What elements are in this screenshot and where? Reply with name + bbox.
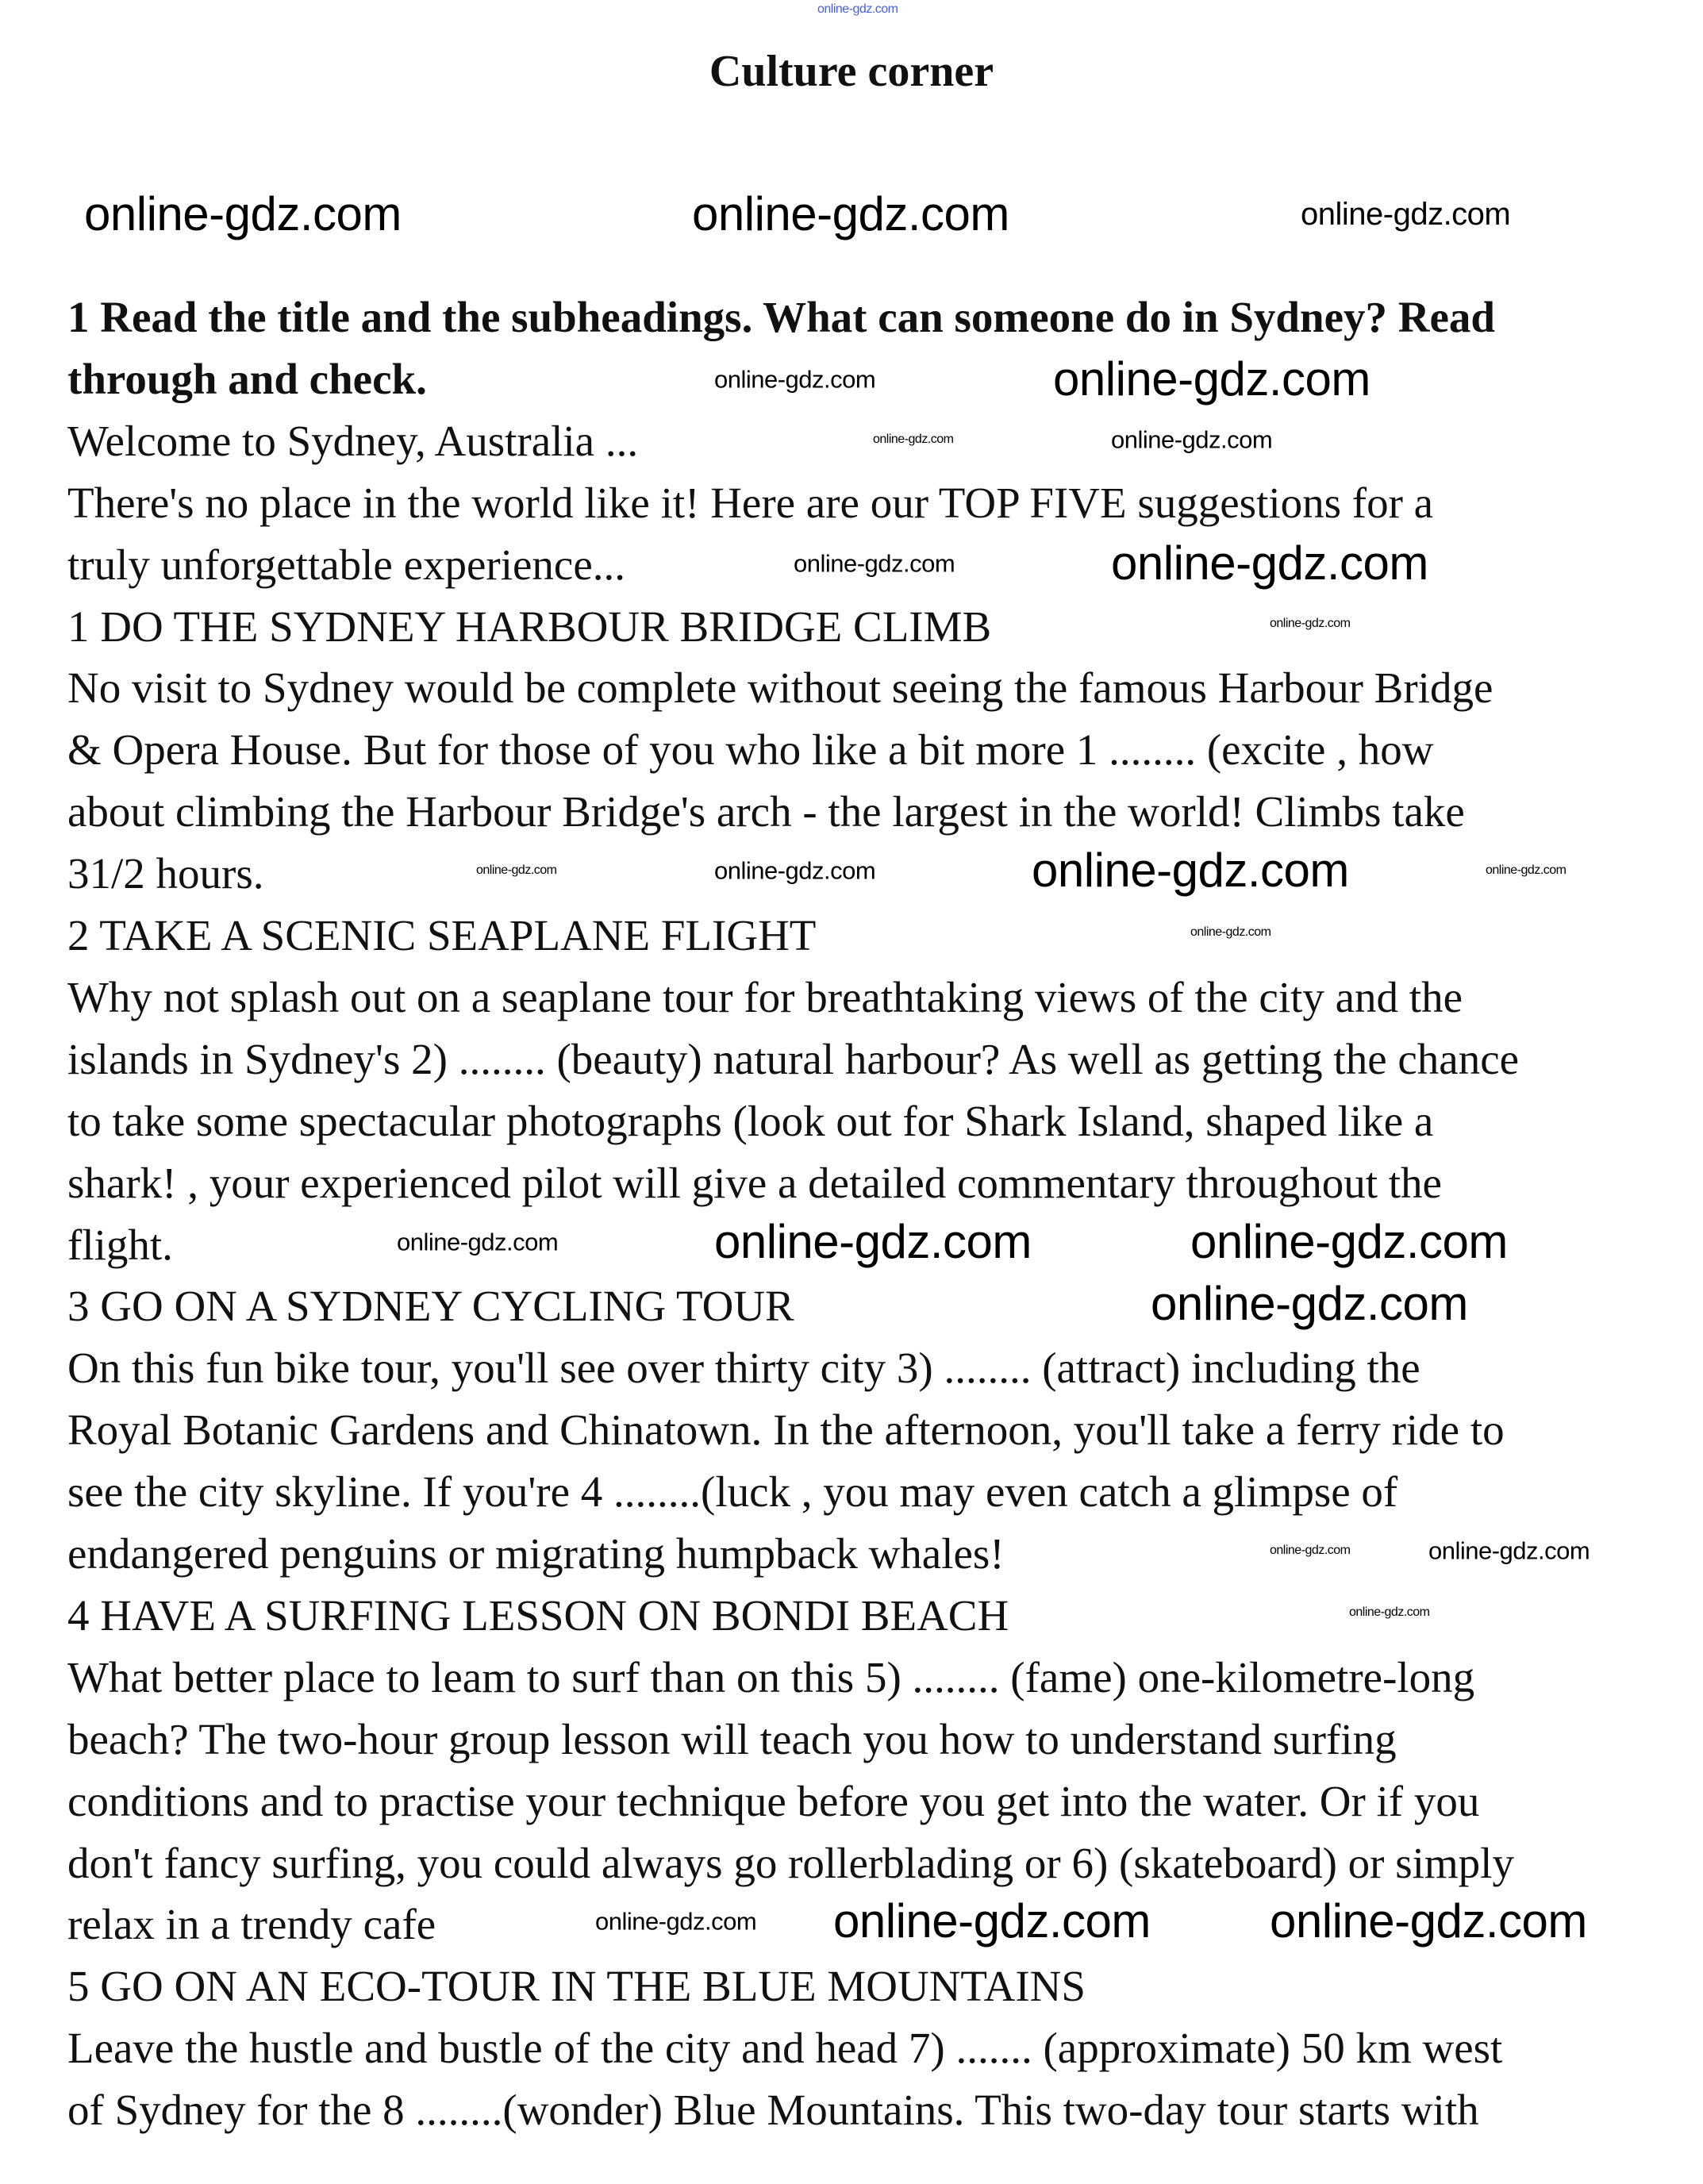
- text-line: islands in Sydney's 2) ........ (beauty) natural harbour? As well as getting the chance: [67, 1034, 1520, 1083]
- task-instruction-line: 1 Read the title and the subheadings. What can someone do in Sydney? Read: [67, 293, 1495, 341]
- text-line: Leave the hustle and bustle of the city and head 7) ....... (approximate) 50 km west: [67, 2024, 1503, 2073]
- text-line: conditions and to practise your technique before you get into the water. Or if you: [67, 1776, 1480, 1825]
- watermark: online-gdz.com: [1053, 352, 1370, 406]
- watermark: online-gdz.com: [833, 1894, 1151, 1948]
- watermark: online-gdz.com: [1111, 425, 1273, 454]
- text-line: beach? The two-hour group lesson will teach you how to understand surfing: [67, 1714, 1397, 1763]
- watermark: online-gdz.com: [692, 187, 1009, 240]
- text-line: relax in a trendy cafe: [67, 1900, 436, 1949]
- text-line: don't fancy surfing, you could always go rollerblading or 6) (skateboard) or simply: [67, 1838, 1514, 1887]
- text-line: 5 GO ON AN ECO-TOUR IN THE BLUE MOUNTAINS: [67, 1962, 1086, 2011]
- text-line: 4 HAVE A SURFING LESSON ON BONDI BEACH: [67, 1590, 1009, 1640]
- text-line: shark! , your experienced pilot will give a detailed commentary throughout the: [67, 1158, 1442, 1207]
- watermark: online-gdz.com: [1270, 1894, 1587, 1948]
- text-line: & Opera House. But for those of you who like a bit more 1 ........ (excite , how: [67, 725, 1434, 775]
- watermark: online-gdz.com: [1270, 617, 1351, 630]
- watermark: online-gdz.com: [397, 1228, 559, 1256]
- text-line: Why not splash out on a seaplane tour for breathtaking views of the city and the: [67, 972, 1463, 1021]
- text-line: Welcome to Sydney, Australia ...: [67, 416, 639, 465]
- watermark: online-gdz.com: [714, 365, 876, 394]
- watermark: online-gdz.com: [476, 863, 557, 877]
- text-line: No visit to Sydney would be complete without seeing the famous Harbour Bridge: [67, 663, 1493, 713]
- text-line: of Sydney for the 8 ........(wonder) Blue Mountains. This two-day tour starts with: [67, 2086, 1479, 2135]
- text-line: 31/2 hours.: [67, 849, 264, 898]
- text-line: There's no place in the world like it! Here are our TOP FIVE suggestions for a: [67, 478, 1434, 527]
- text-line: 3 GO ON A SYDNEY CYCLING TOUR: [67, 1282, 794, 1331]
- watermark: online-gdz.com: [1190, 925, 1271, 939]
- text-line: flight.: [67, 1220, 173, 1269]
- watermark: online-gdz.com: [1301, 197, 1511, 232]
- watermark: online-gdz.com: [1111, 536, 1428, 590]
- text-line: 1 DO THE SYDNEY HARBOUR BRIDGE CLIMB: [67, 602, 992, 651]
- watermark: online-gdz.com: [1428, 1536, 1590, 1565]
- page-title: Culture corner: [709, 47, 994, 96]
- watermark: online-gdz.com: [1270, 1544, 1351, 1557]
- text-line: truly unforgettable experience...: [67, 540, 625, 589]
- watermark: online-gdz.com: [1151, 1277, 1468, 1330]
- text-line: endangered penguins or migrating humpback whales!: [67, 1529, 1005, 1578]
- watermark: online-gdz.com: [595, 1907, 757, 1936]
- text-line: 2 TAKE A SCENIC SEAPLANE FLIGHT: [67, 911, 817, 959]
- watermark: online-gdz.com: [794, 549, 955, 578]
- watermark: online-gdz.com: [714, 856, 876, 885]
- watermark: online-gdz.com: [873, 433, 954, 446]
- watermark: online-gdz.com: [817, 2, 898, 16]
- text-line: to take some spectacular photographs (look out for Shark Island, shaped like a: [67, 1096, 1434, 1145]
- watermark: online-gdz.com: [1190, 1215, 1508, 1268]
- watermark: online-gdz.com: [84, 187, 402, 240]
- watermark: online-gdz.com: [1349, 1605, 1430, 1619]
- text-line: Royal Botanic Gardens and Chinatown. In the afternoon, you'll take a ferry ride to: [67, 1405, 1505, 1455]
- watermark: online-gdz.com: [1032, 844, 1349, 897]
- watermark: online-gdz.com: [714, 1215, 1032, 1268]
- text-line: What better place to leam to surf than on this 5) ........ (fame) one-kilometre-long: [67, 1652, 1475, 1701]
- text-line: On this fun bike tour, you'll see over thirty city 3) ........ (attract) including the: [67, 1344, 1420, 1393]
- text-line: see the city skyline. If you're 4 ........(luck , you may even catch a glimpse of: [67, 1467, 1398, 1517]
- watermark: online-gdz.com: [1486, 863, 1567, 877]
- task-instruction-line: through and check.: [67, 354, 427, 403]
- text-line: about climbing the Harbour Bridge's arch - the largest in the world! Climbs take: [67, 787, 1465, 836]
